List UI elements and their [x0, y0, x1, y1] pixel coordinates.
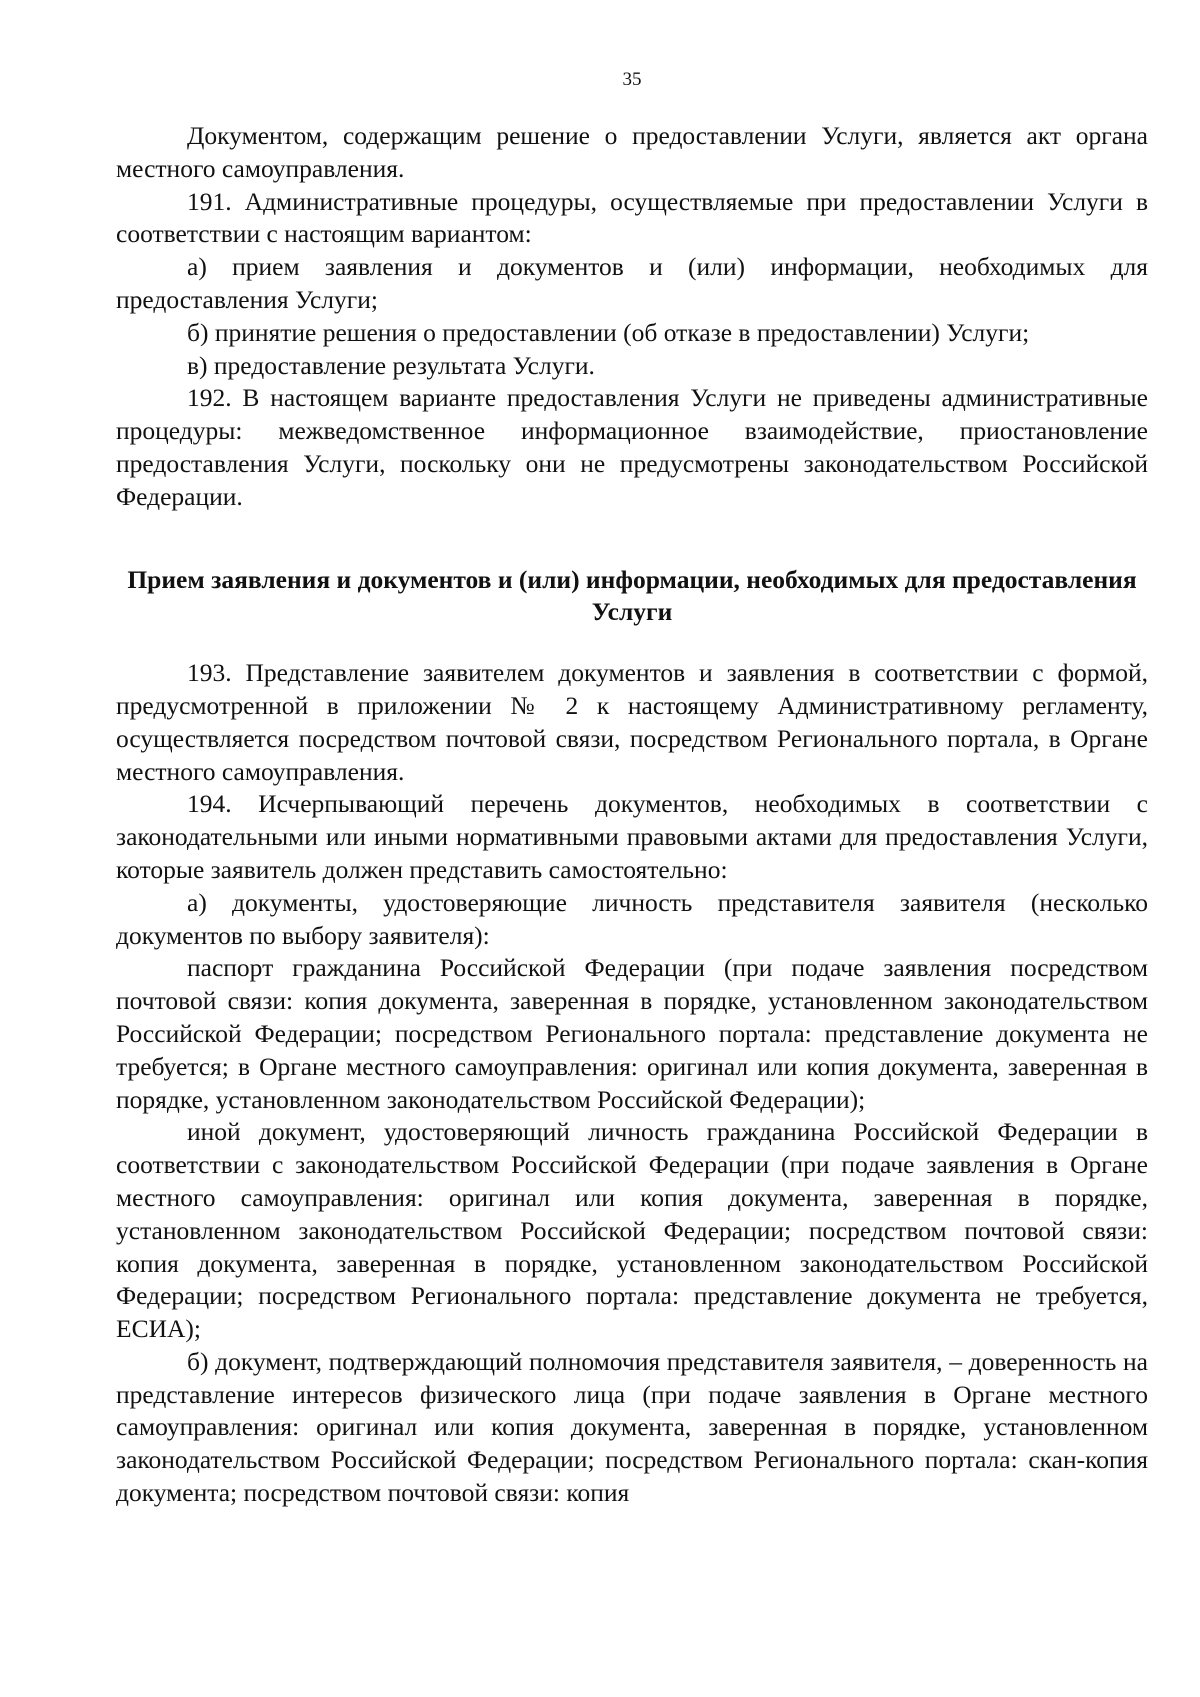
paragraph-other-id-document: иной документ, удостоверяющий личность гражданина Российской Федерации в соответствии с законодательством Российской Федерации (при подаче заявления в Органе местного самоуправления: оригинал или копия документа, заверенная в порядке, установленном законодательством Российской Федерации; посредством почтовой связи: копия документа, заверенная в порядке, установленном законодательством Российской Федерации; посредством Регионального портала: представление документа не требуется, ЕСИА);: [116, 1117, 1148, 1344]
list-item-b: б) принятие решения о предоставлении (об отказе в предоставлении) Услуги;: [187, 317, 1030, 347]
list-item-v: в) предоставление результата Услуги.: [187, 350, 595, 380]
document-body: [116, 120, 1148, 1510]
paragraph-191: 191. Административные процедуры, осуществляемые при предоставлении Услуги в соответствии с настоящим вариантом:: [116, 186, 1148, 249]
paragraph-passport: паспорт гражданина Российской Федерации (при подаче заявления посредством почтовой связи: копия документа, заверенная в порядке, установленном законодательством Российской Федерации; посредством Регионального портала: представление документа не требуется; в Органе местного самоуправления: оригинал или копия документа, заверенная в порядке, установленном законодательством Российской Федерации);: [116, 953, 1148, 1114]
list-item-a: а) прием заявления и документов и (или) информации, необходимых для предоставления Услуги;: [116, 252, 1148, 314]
paragraph-192: 192. В настоящем варианте предоставления Услуги не приведены административные процедуры: межведомственное информационное взаимодействие, приостановление предоставления Услуги, поскольку они не предусмотрены законодательством Российской Федерации.: [116, 383, 1148, 511]
section-heading: Прием заявления и документов и (или) информации, необходимых для предоставления Услуги: [127, 564, 1137, 627]
list-item-b-power-of-attorney: б) документ, подтверждающий полномочия представителя заявителя, – доверенность на представление интересов физического лица (при подаче заявления в Органе местного самоуправления: оригинал или копия документа, заверенная в порядке, установленном законодательством Российской Федерации; посредством Регионального портала: скан-копия документа; посредством почтовой связи: копия: [116, 1346, 1148, 1508]
paragraph-193: 193. Представление заявителем документов и заявления в соответствии с формой, предусмотренной в приложении № 2 к настоящему Административному регламенту, осуществляется посредством почтовой связи, посредством Регионального портала, в Органе местного самоуправления.: [116, 658, 1148, 786]
paragraph-194: 194. Исчерпывающий перечень документов, необходимых в соответствии с законодательными или иными нормативными правовыми актами для предоставления Услуги, которые заявитель должен представить самостоятельно:: [116, 789, 1148, 884]
list-item-a-documents: а) документы, удостоверяющие личность представителя заявителя (несколько документов по выбору заявителя):: [116, 887, 1148, 950]
page-number: 35: [622, 69, 642, 90]
paragraph-decision-document: Документом, содержащим решение о предоставлении Услуги, является акт органа местного самоуправления.: [116, 121, 1148, 183]
